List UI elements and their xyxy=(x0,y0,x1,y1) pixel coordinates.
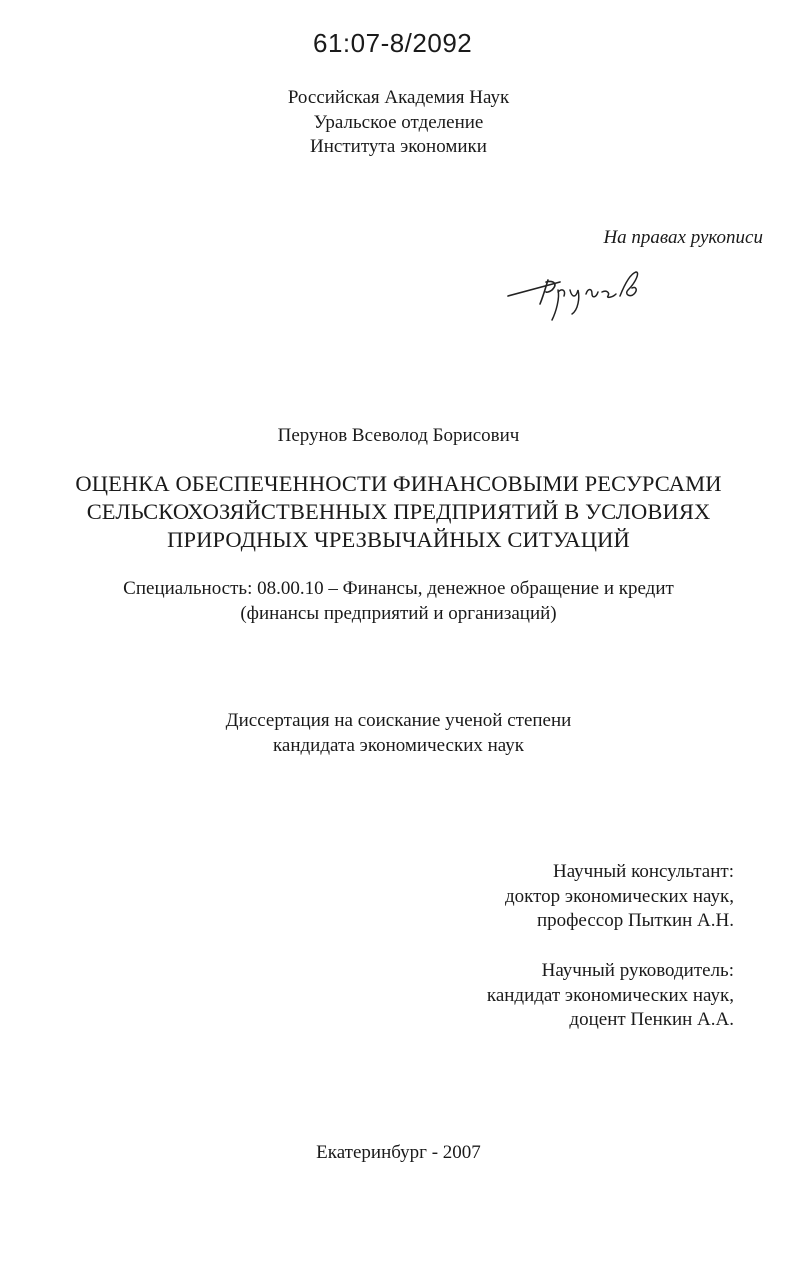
signature-icon xyxy=(500,268,650,333)
supervisor-name: доцент Пенкин А.А. xyxy=(569,1009,734,1030)
supervisor-role: Научный руководитель: xyxy=(541,960,734,981)
consultant-degree: доктор экономических наук, xyxy=(504,885,734,907)
degree-line-2: кандидата экономических наук xyxy=(272,734,525,756)
degree-block xyxy=(0,709,797,758)
title-line-2: СЕЛЬСКОХОЗЯЙСТВЕННЫХ ПРЕДПРИЯТИЙ В УСЛОВИЯХ xyxy=(86,499,711,524)
consultant-block xyxy=(505,860,734,934)
signature-drawing xyxy=(500,268,650,328)
supervisor-block xyxy=(487,959,734,1033)
institution-line-3: Института экономики xyxy=(310,136,487,157)
title-line-3: ПРИРОДНЫХ ЧРЕЗВЫЧАЙНЫХ СИТУАЦИЙ xyxy=(167,527,630,552)
consultant-role: Научный консультант: xyxy=(552,861,734,882)
specialty-line-1: Специальность: 08.00.10 – Финансы, денежное обращение и кредит xyxy=(123,578,674,599)
specialty-block xyxy=(0,577,797,626)
institution-block xyxy=(0,86,797,160)
degree-line-1: Диссертация на соискание ученой степени xyxy=(225,710,572,731)
catalog-number: 61:07-8/2092 xyxy=(313,28,473,58)
title-line-1: ОЦЕНКА ОБЕСПЕЧЕННОСТИ ФИНАНСОВЫМИ РЕСУРСАМИ xyxy=(75,471,722,496)
institution-line-2: Уральское отделение xyxy=(313,111,484,133)
author-name: Перунов Всеволод Борисович xyxy=(277,425,520,446)
supervisor-degree: кандидат экономических наук, xyxy=(486,984,734,1006)
institution-line-1: Российская Академия Наук xyxy=(287,87,510,108)
consultant-name: профессор Пыткин А.Н. xyxy=(536,910,734,931)
specialty-line-2: (финансы предприятий и организаций) xyxy=(240,602,557,624)
manuscript-note: На правах рукописи xyxy=(603,227,763,248)
city-year: Екатеринбург - 2007 xyxy=(316,1142,481,1163)
dissertation-title xyxy=(0,470,797,554)
